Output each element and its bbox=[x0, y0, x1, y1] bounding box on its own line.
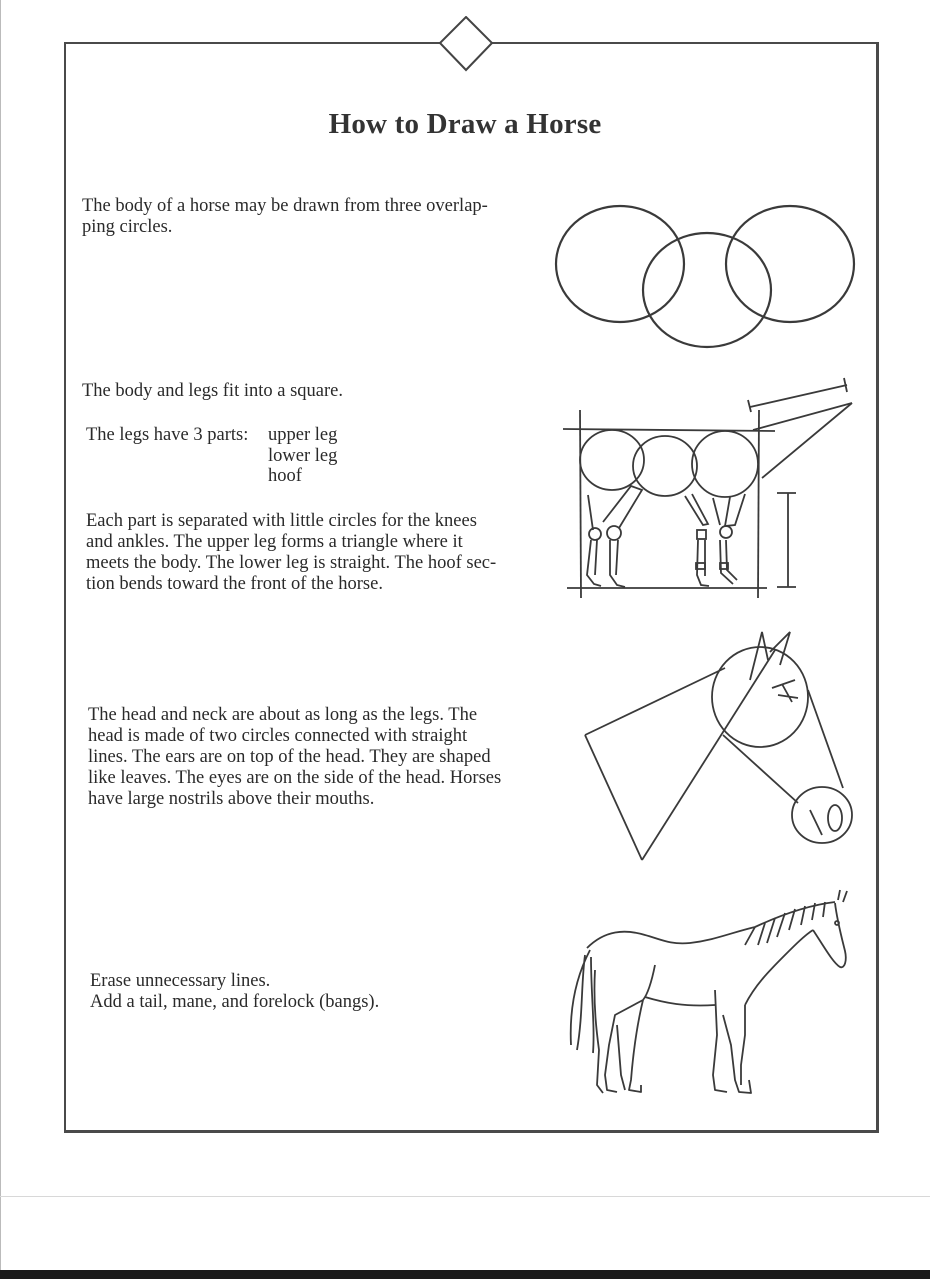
leg-part-item: hoof bbox=[268, 466, 302, 486]
step-2-intro: The body and legs fit into a square. bbox=[82, 381, 343, 401]
step-3-text-line: have large nostrils above their mouths. bbox=[88, 789, 375, 809]
step-2-text-line: and ankles. The upper leg forms a triangle where it bbox=[86, 532, 463, 552]
leg-parts-label: The legs have 3 parts: bbox=[86, 425, 249, 445]
step-3-text-line: like leaves. The eyes are on the side of the head. Horses bbox=[88, 768, 502, 788]
step-1-text-line: The body of a horse may be drawn from three overlap- bbox=[82, 196, 488, 216]
step-1-text-line: ping circles. bbox=[82, 217, 173, 237]
step-2-text-line: tion bends toward the front of the horse. bbox=[86, 574, 383, 594]
finished-horse-figure bbox=[555, 885, 865, 1105]
step-3-text-line: lines. The ears are on top of the head. They are shaped bbox=[88, 747, 491, 767]
page-title: How to Draw a Horse bbox=[328, 108, 602, 140]
body-legs-square-figure bbox=[555, 370, 875, 605]
head-neck-figure bbox=[570, 620, 870, 870]
step-4-text-line: Erase unnecessary lines. bbox=[90, 971, 271, 991]
step-3-text-line: head is made of two circles connected with straight bbox=[88, 726, 468, 746]
step-2-text-line: Each part is separated with little circles for the knees bbox=[86, 511, 477, 531]
scan-bottom-edge bbox=[0, 1270, 930, 1279]
step-2-text-line: meets the body. The lower leg is straight. The hoof sec- bbox=[86, 553, 497, 573]
leg-part-item: upper leg bbox=[268, 425, 338, 445]
scan-artifact-line bbox=[0, 1196, 930, 1197]
step-3-text-line: The head and neck are about as long as the legs. The bbox=[88, 705, 478, 725]
step-4-text-line: Add a tail, mane, and forelock (bangs). bbox=[90, 992, 380, 1012]
diamond-ornament-icon bbox=[437, 16, 495, 74]
scan-edge bbox=[0, 0, 1, 1270]
leg-part-item: lower leg bbox=[268, 446, 338, 466]
three-circles-figure bbox=[550, 198, 860, 353]
